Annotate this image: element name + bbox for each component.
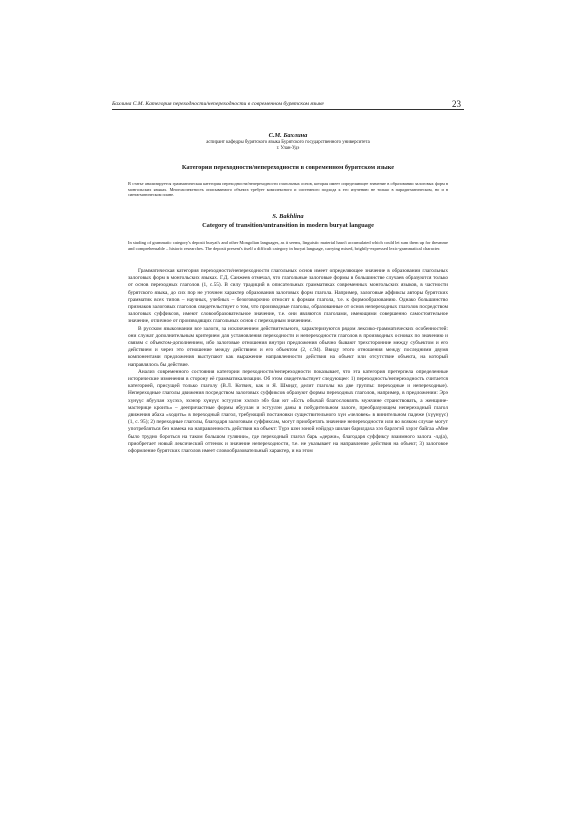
affiliation-line: аспирант кафедры бурятского языка Бурятского государственного университета [206, 140, 370, 145]
author-name-en: S. Bakhlina [272, 213, 304, 220]
article-title-en: Category of transition/untransition in modern buryat language [202, 222, 374, 229]
abstract-ru: В статье анализируется грамматическая категория переходности/непереходности глагольных основ, которая имеет определяющее значение в образовании залоговых форм в монгольских языках. Многоаспектность описываемого объекта требует комплексного и системного подхода к его изучению не только в парадигматическом, но и в синтагматическом плане. [128, 181, 448, 198]
article-title-ru: Категория переходности/непереходности в современном бурятском языке [181, 164, 395, 171]
author-name-ru: С.М. Бахлина [268, 132, 308, 139]
article-body [128, 268, 448, 455]
body-paragraph: Анализ современного состояния категории переходности/непереходности показывает, что эта категория претерпела определенные исторические изменения в сторону её грамматикализации. Об этом свидетельствует следующее: 1) переходность/непереходность считается категорией, присущей только глаголу (В.Л. Котвич, как и Я. Шмидт, делит глаголы на две группы: переходные и непереходные). Непереходные глаголы движения посредством залоговых суффиксов образуют формы переходных глаголов, например, в предложении: Эрэ хүнүүс ябуулан хүсэхэ, эхэнэр хүнүүс эсгуулэн хэлэлэ эбэ баи ют «Есть обычай благословлять мужчине странствовать, а женщине-мастерице кроить» – деепричастные формы ябуулан и эсгуулэн даны в побудительном залоге, преобразующем непереходный глагол движения абаха «ходить» в переходный глагол, требующий постановки существительного хүн «человек» в винительном падеже (хүүнүүс) (1, с. 95); 2) переходные глаголы, благодаря залоговым суффиксам, могут приобретать значение непереходности или во всяком случае могут употребляться без намека на направленность действия на объект: Түрэ шэн зоной нэйдэдэ шилан барилдаха хэз барлэгэй хэрэг байгаа «Мне было трудно бороться на таком большом гулянии», где переходный глагол барь «держи», благодаря суффиксу взаимного залога -лд(а), приобретает новый лексический оттенок и значение непереходности, т.е. не указывает на направление действия на объект; 3) залоговое оформление бурятских глаголов имеет словообразовательный характер, и на этом [128, 368, 448, 455]
affiliation-city: г. Улан-Удэ [276, 146, 300, 151]
author-affiliation [112, 140, 464, 152]
body-paragraph: Грамматическая категория переходности/непереходности глагольных основ имеет определяющее значение в образовании глагольных залоговых форм в монгольских языках. Г.Д. Санжеев отмечал, что глагольные залоговые формы в большинстве случаев образуются только от основ переходных глаголов (1, с.55). В силу традиций в описательных грамматиках современных монгольских языков, в частности бурятского языка, до сих пор не уточнен характер образования залоговых форм глагола. Например, залоговые аффиксы авторы бурятских грамматик всех типов – научных, учебных – безоговорочно относят к формам глагола, т.е. к формообразованию. Однако большинство признаков залоговых глаголов свидетельствует о том, что производные глаголы, образованные от основ непереходных глаголов посредством залоговых суффиксов, имеют словообразовательное значение, т.е. они являются глаголами, имеющими совершенно самостоятельное значение, отличное от производящих глагольных основ с переходным значением. [128, 268, 448, 325]
body-paragraph: В русском языкознании все залоги, за исключением действительного, характеризуются рядом лексико-грамматических особенностей: они служат дополнительным критерием для установления переходности и непереходности глаголов в производных основах по значению и связям с объектом-дополнением, ибо залоговые отношения внутри предложения обычно бывают трехсторонние между субъектом и его действием и через это отношение между действием и его объектом (2, с.94). Ввиду этого отношения между последними двумя компонентами предложения выступают как выражение направленности действия на объект или отсутствие объекта, на который направлялось бы действие. [128, 325, 448, 368]
running-header: Бахлина С.М. Категория переходности/непереходности в современном бурятском языке [112, 101, 464, 110]
abstract-en: In studing of grammatic category's deposit buryat's and other Mongolian languages, as it seems, linguistic material hasn't accumulated which could let sum them up for thesmme and comprehensable – historic researches. The deposit present's itself a difficult category in buryat language, carrying mixed, brightly-expressed lexic-grammatical character. [128, 240, 448, 251]
page-number: 23 [452, 99, 461, 109]
